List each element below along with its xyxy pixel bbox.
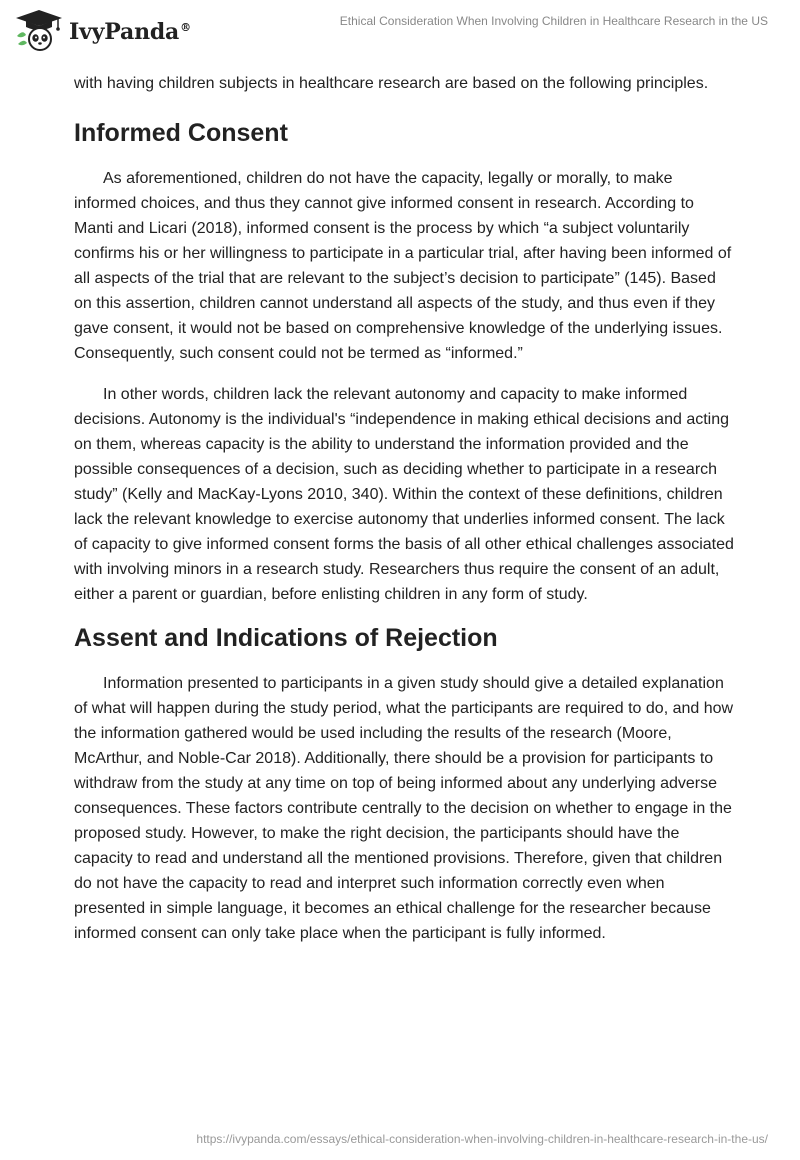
page-header	[0, 0, 800, 60]
panda-graduate-icon	[14, 8, 64, 52]
section-heading-assent: Assent and Indications of Rejection	[74, 624, 498, 652]
intro-paragraph: with having children subjects in healthcare research are based on the following principles.	[74, 75, 709, 92]
source-url[interactable]: https://ivypanda.com/essays/ethical-consideration-when-involving-children-in-healthcare-research-in-the-us/	[196, 1132, 768, 1146]
logo-text: IvyPanda	[69, 19, 180, 45]
essay-content	[74, 71, 734, 962]
paragraph: In other words, children lack the relevant autonomy and capacity to make informed decisions. Autonomy is the individual's “independence in making ethical decisions and acting on them, whereas capacity is the ability to understand the information provided and the possible consequences of a decision, such as deciding whether to participate in a research study” (Kelly and MacKay-Lyons 2010, 340). Within the context of these definitions, children lack the relevant knowledge to exercise autonomy that underlies informed consent. The lack of capacity to give informed consent forms the basis of all other ethical challenges associated with involving minors in a research study. Researchers thus require the consent of an adult, either a parent or guardian, before enlisting children in any form of study.	[74, 386, 734, 603]
ivypanda-logo[interactable]	[14, 8, 191, 52]
registered-mark: ®	[180, 20, 191, 34]
paragraph: As aforementioned, children do not have the capacity, legally or morally, to make informed choices, and thus they cannot give informed consent in research. According to Manti and Licari (2018), informed consent is the process by which “a subject voluntarily confirms his or her willingness to participate in a particular trial, after having been informed of all aspects of the trial that are relevant to the subject’s decision to participate” (145). Based on this assertion, children cannot understand all aspects of the study, and thus even if they gave consent, it would not be based on comprehensive knowledge of the underlying issues. Consequently, such consent could not be termed as “informed.”	[74, 170, 732, 362]
paragraph: Information presented to participants in a given study should give a detailed explanation of what will happen during the study period, what the participants are required to do, and how the information gathered would be used including the results of the research (Moore, McArthur, and Noble-Car 2018). Additionally, there should be a provision for participants to withdraw from the study at any time on top of being informed about any underlying adverse consequences. These factors contribute centrally to the decision on whether to engage in the proposed study. However, to make the right decision, the participants should have the capacity to read and understand all the mentioned provisions. Therefore, given that children do not have the capacity to read and interpret such information correctly even when presented in simple language, it becomes an ethical challenge for the researcher because informed consent can only take place when the participant is fully informed.	[74, 675, 734, 942]
running-title: Ethical Consideration When Involving Children in Healthcare Research in the US	[339, 14, 768, 28]
section-heading-informed-consent: Informed Consent	[74, 119, 288, 147]
